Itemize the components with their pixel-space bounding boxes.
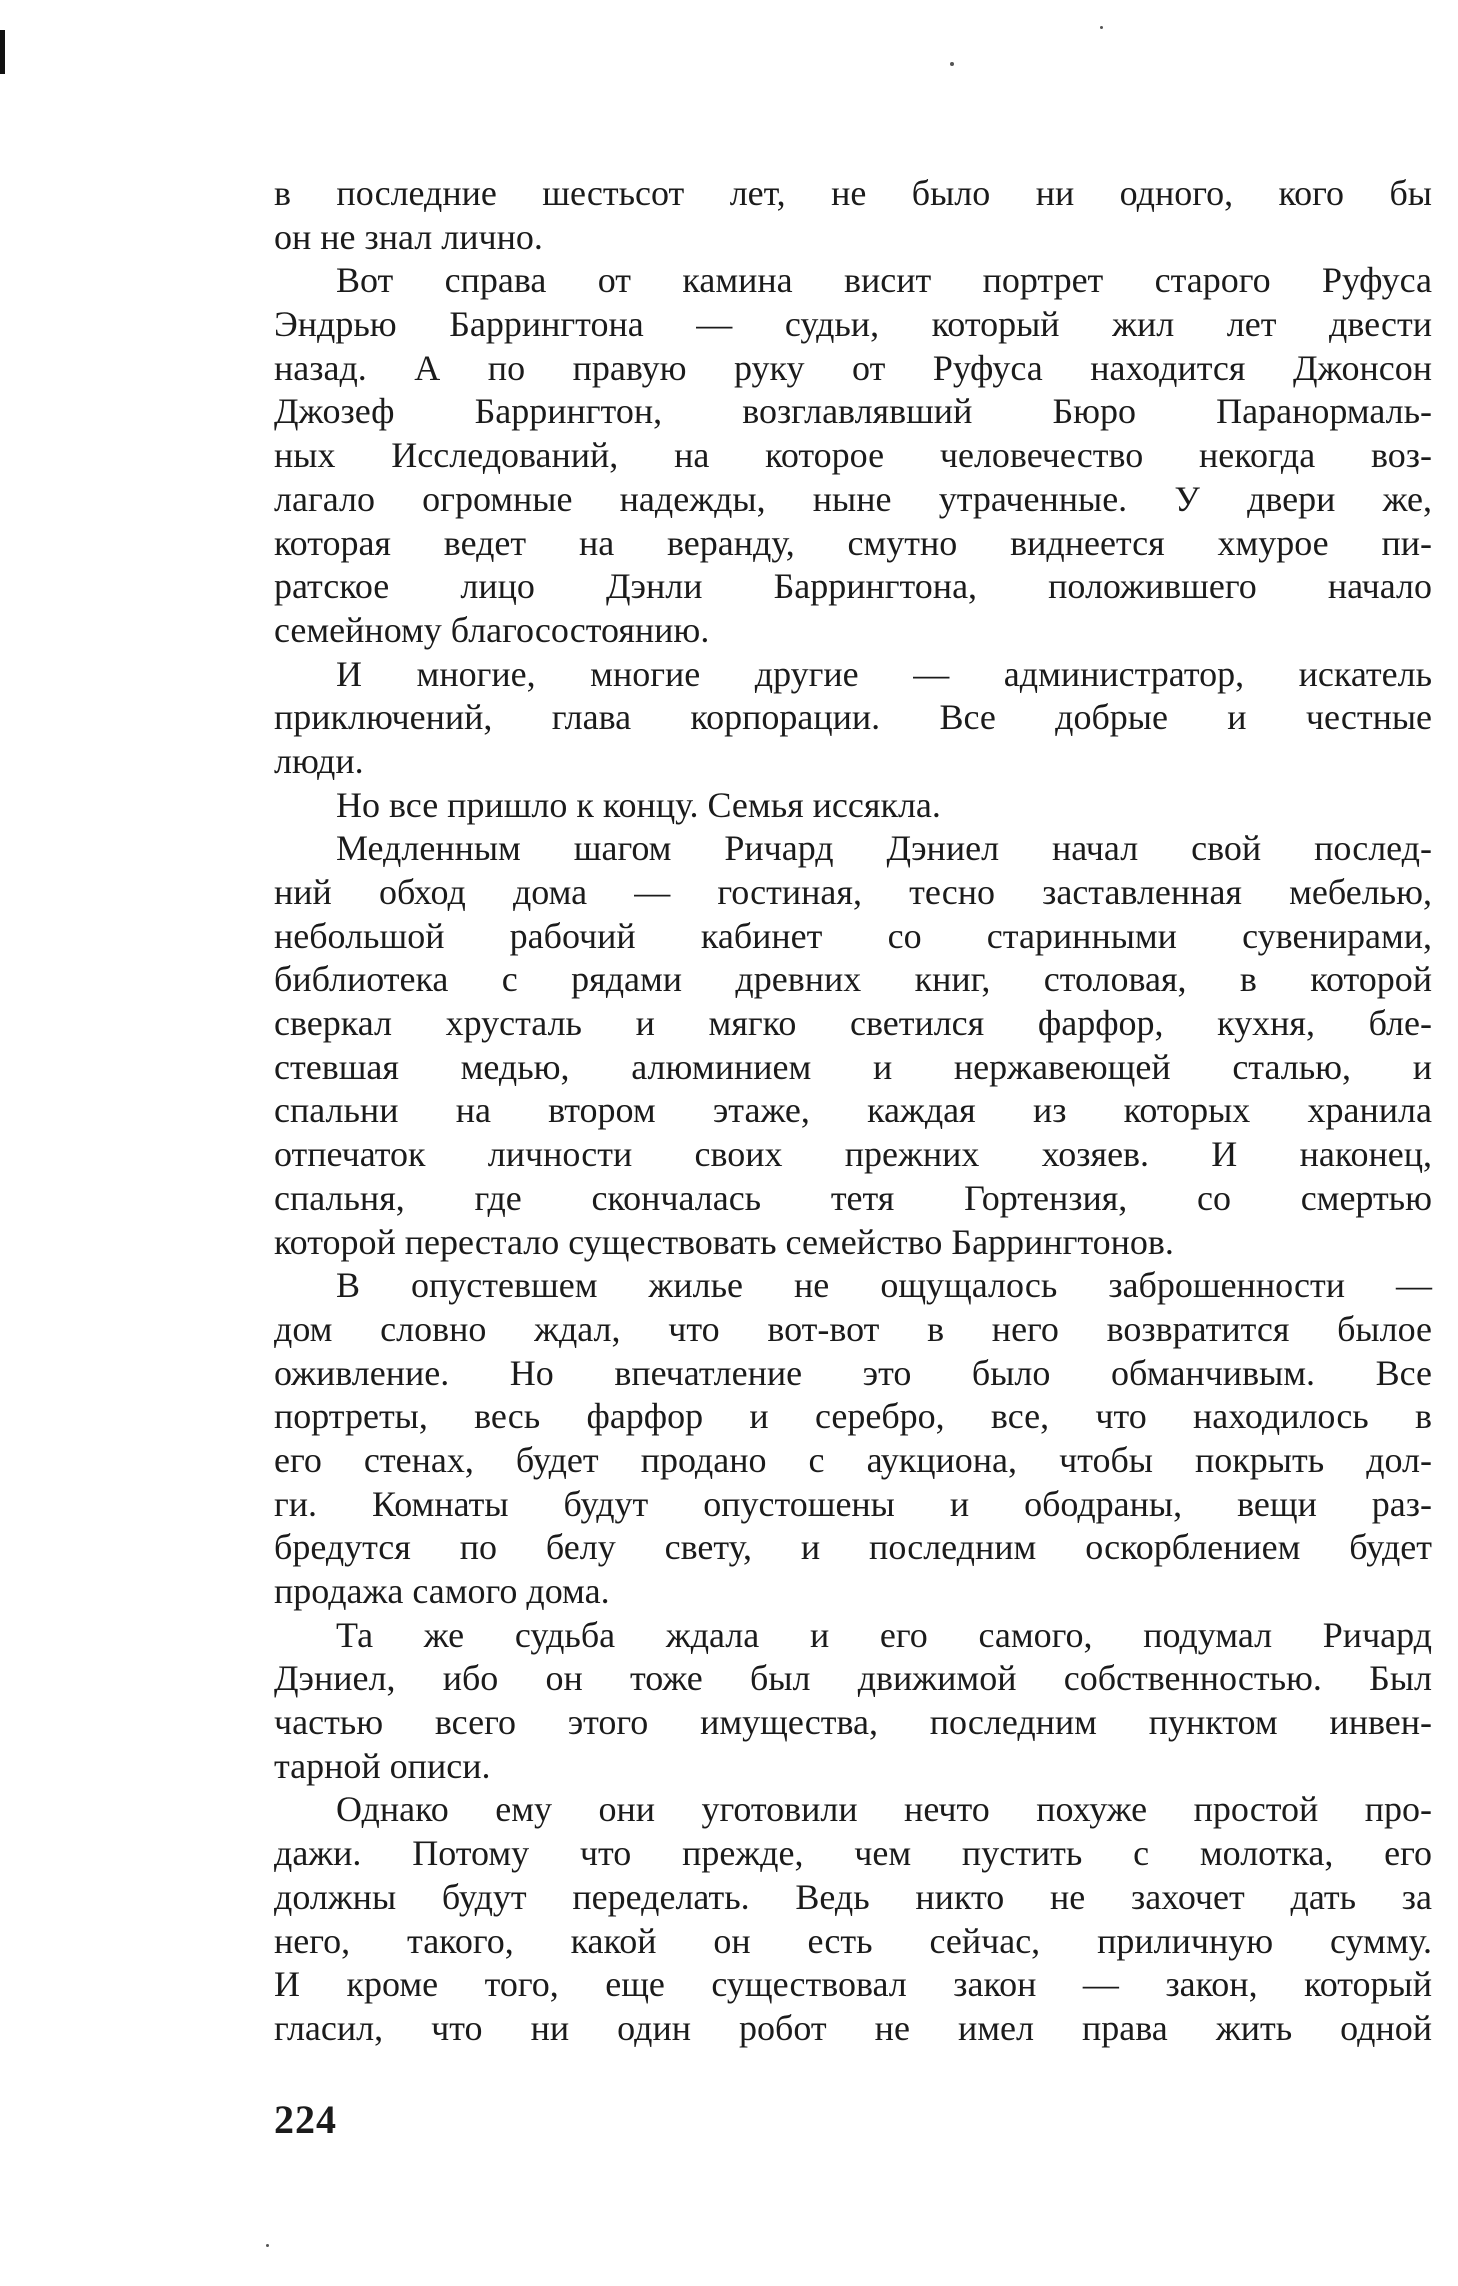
text-line: тарной описи. xyxy=(274,1745,491,1786)
scan-speck xyxy=(1100,26,1103,29)
text-line: Дэниел, ибо он тоже был движимой собственностью. Был xyxy=(274,1658,1432,1699)
text-line: ги. Комнаты будут опустошены и ободраны, вещи раз- xyxy=(274,1483,1432,1524)
text-line: он не знал лично. xyxy=(274,216,543,257)
text-line: спальни на втором этаже, каждая из которых хранила xyxy=(274,1090,1432,1131)
text-line: Но все пришло к концу. Семья иссякла. xyxy=(336,784,941,825)
text-line: лагало огромные надежды, ныне утраченные. У двери же, xyxy=(274,478,1432,519)
text-line: в последние шестьсот лет, не было ни одного, кого бы xyxy=(274,173,1432,213)
text-line: ных Исследований, на которое человечество некогда воз- xyxy=(274,435,1432,476)
text-line: семейному благосостоянию. xyxy=(274,609,710,650)
text-line: Однако ему они уготовили нечто похуже простой про- xyxy=(336,1789,1432,1830)
text-line: назад. А по правую руку от Руфуса находится Джонсон xyxy=(274,347,1432,388)
page-number: 224 xyxy=(274,2097,337,2142)
text-line: которая ведет на веранду, смутно виднеется хмурое пи- xyxy=(274,522,1432,563)
text-line: И многие, многие другие — администратор, искатель xyxy=(336,653,1432,694)
text-line: библиотека с рядами древних книг, столовая, в которой xyxy=(274,959,1432,1000)
text-line: спальня, где скончалась тетя Гортензия, со смертью xyxy=(274,1177,1432,1218)
text-line: дом словно ждал, что вот-вот в него возвратится былое xyxy=(274,1308,1432,1349)
text-line: гласил, что ни один робот не имел права жить одной xyxy=(274,2007,1432,2048)
text-line: Джозеф Баррингтон, возглавлявший Бюро Паранормаль- xyxy=(274,391,1432,432)
text-line: отпечаток личности своих прежних хозяев. И наконец, xyxy=(274,1134,1432,1175)
text-line: него, такого, какой он есть сейчас, приличную сумму. xyxy=(274,1920,1432,1961)
book-page-text xyxy=(274,172,1432,2051)
text-line: бредутся по белу свету, и последним оскорблением будет xyxy=(274,1527,1432,1568)
text-line: Та же судьба ждала и его самого, подумал Ричард xyxy=(336,1614,1432,1655)
scan-speck xyxy=(950,62,954,66)
text-line: стевшая медью, алюминием и нержавеющей сталью, и xyxy=(274,1046,1432,1087)
text-line: приключений, глава корпорации. Все добрые и честные xyxy=(274,697,1432,738)
text-line: должны будут переделать. Ведь никто не захочет дать за xyxy=(274,1876,1432,1917)
text-line: дажи. Потому что прежде, чем пустить с молотка, его xyxy=(274,1833,1432,1874)
text-line: ний обход дома — гостиная, тесно заставленная мебелью, xyxy=(274,872,1432,912)
text-line: сверкал хрусталь и мягко светился фарфор, кухня, бле- xyxy=(274,1003,1432,1044)
text-line: Эндрью Баррингтона — судьи, который жил лет двести xyxy=(274,304,1432,345)
text-line: частью всего этого имущества, последним пунктом инвен- xyxy=(274,1702,1432,1743)
text-line: которой перестало существовать семейство Баррингтонов. xyxy=(274,1221,1174,1262)
text-line: ратское лицо Дэнли Баррингтона, положившего начало xyxy=(274,566,1432,607)
text-line: небольшой рабочий кабинет со старинными сувенирами, xyxy=(274,915,1432,956)
text-line: его стенах, будет продано с аукциона, чтобы покрыть дол- xyxy=(274,1439,1432,1480)
text-line: оживление. Но впечатление это было обманчивым. Все xyxy=(274,1352,1432,1393)
text-line: Вот справа от камина висит портрет старого Руфуса xyxy=(336,260,1432,301)
text-line: В опустевшем жилье не ощущалось заброшенности — xyxy=(336,1265,1432,1306)
text-line: продажа самого дома. xyxy=(274,1571,610,1611)
text-line: Медленным шагом Ричард Дэниел начал свой послед- xyxy=(336,828,1432,869)
text-line: И кроме того, еще существовал закон — закон, который xyxy=(274,1964,1432,2005)
text-line: портреты, весь фарфор и серебро, все, что находилось в xyxy=(274,1396,1432,1437)
text-line: люди. xyxy=(274,740,364,781)
scan-edge-mark xyxy=(0,30,5,74)
scan-speck xyxy=(266,2244,269,2247)
